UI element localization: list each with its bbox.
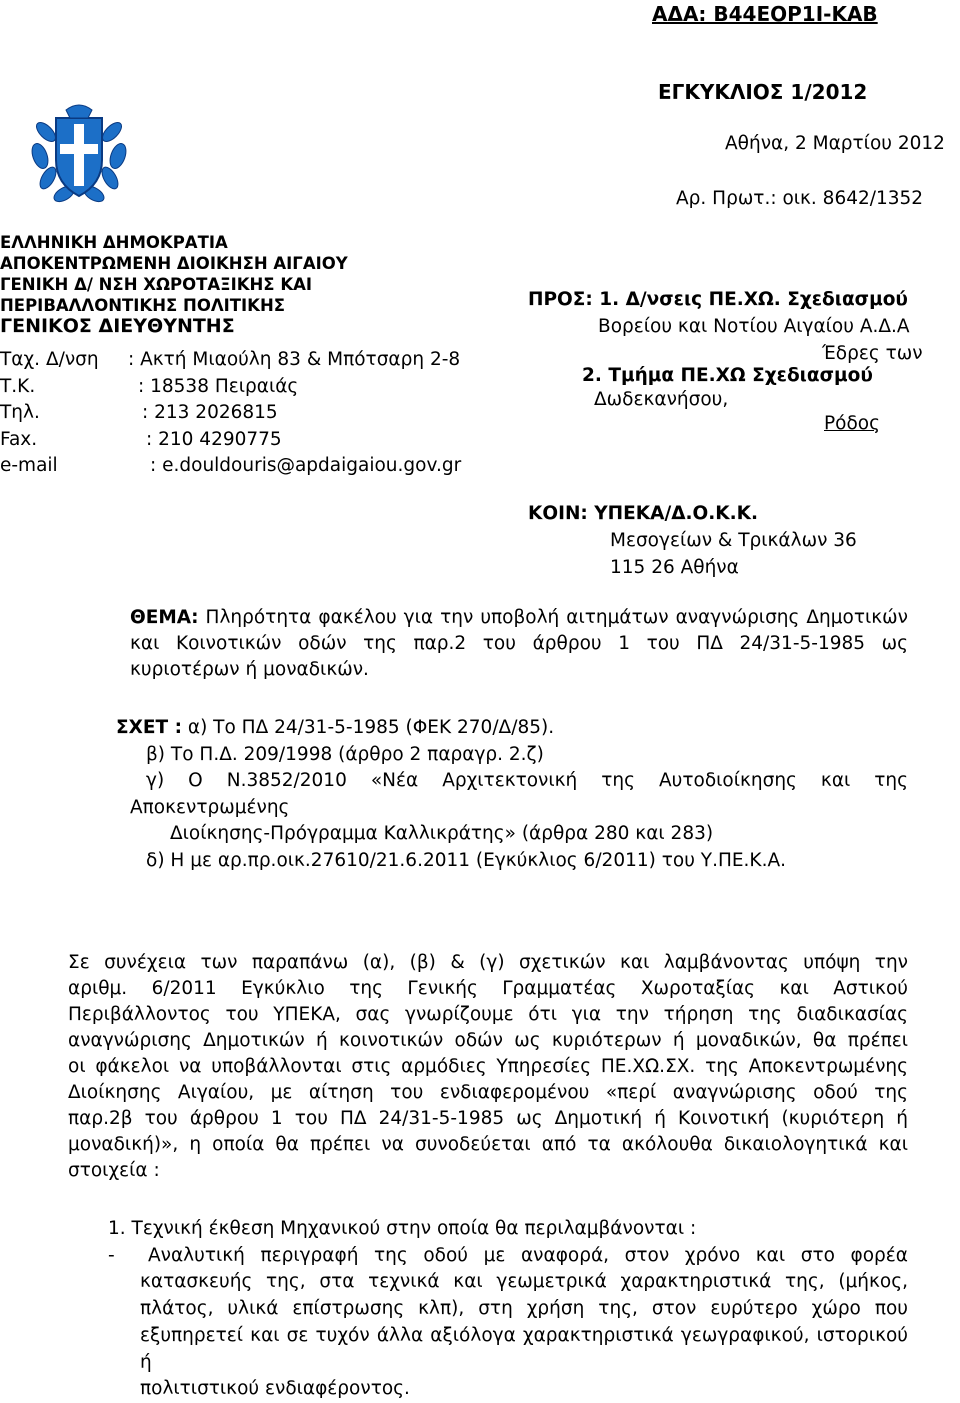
body-paragraph <box>68 950 908 1184</box>
subject <box>130 605 908 683</box>
body-line: Διοίκησης Αιγαίου, με αίτηση του ενδιαφερομένου «περί αναγνώρισης οδού της <box>68 1082 908 1103</box>
contact-label: Ταχ. Δ/νση <box>0 349 99 370</box>
subject-text: Πληρότητα φακέλου για την υποβολή αιτημάτων αναγνώρισης Δημοτικών <box>205 607 908 628</box>
contact-label: Τ.Κ. <box>0 375 36 397</box>
issuer-line: ΕΛΛΗΝΙΚΗ ΔΗΜΟΚΡΑΤΙΑ <box>0 233 228 252</box>
contact-value: : e.douldouris@apdaigaiou.gov.gr <box>150 455 462 476</box>
reference-a: α) Το ΠΔ 24/31-5-1985 (ΦΕΚ 270/Δ/85). <box>187 717 555 738</box>
subitem-line: εξυπηρετεί και σε τυχόν άλλα αξιόλογα χαρακτηριστικά γεωγραφικού, ιστορικού ή <box>140 1324 908 1373</box>
reference-c-cont: Αποκεντρωμένης <box>130 796 290 818</box>
subject-line: κυριοτέρων ή μοναδικών. <box>130 659 369 680</box>
recipient-line: Έδρες των <box>822 343 923 364</box>
body-line: μοναδική)», η οποία θα πρέπει να συνοδεύεται από τα ακόλουθα δικαιολογητικά και <box>68 1134 908 1155</box>
recipient-line: Δωδεκανήσου, <box>594 389 729 410</box>
body-line: αναγνώρισης Δημοτικών ή κοινοτικών οδών ως κυριότερων ή μοναδικών, θα πρέπει <box>68 1030 908 1051</box>
issuer-line: ΑΠΟΚΕΝΤΡΩΜΕΝΗ ΔΙΟΙΚΗΣΗ ΑΙΓΑΙΟΥ <box>0 254 348 273</box>
recipients-coin <box>528 500 857 581</box>
recipient-line: 2. Τμήμα ΠΕ.ΧΩ Σχεδιασμού <box>582 365 873 386</box>
subject-label: ΘΕΜΑ: <box>130 607 199 628</box>
list-item: 1. Τεχνική έκθεση Μηχανικού στην οποία θα περιλαμβάνονται : <box>108 1218 697 1239</box>
issuer-line: ΓΕΝΙΚΗ Δ/ ΝΣΗ ΧΩΡΟΤΑΞΙΚΗΣ ΚΑΙ <box>0 275 313 294</box>
body-line: Περιβάλλοντος του ΥΠΕΚΑ, σας γνωρίζουμε ότι για την τήρηση της διαδικασίας <box>68 1004 908 1025</box>
contact-value: : Ακτή Μιαούλη 83 & Μπότσαρη 2-8 <box>128 349 461 370</box>
contact-value: : 18538 Πειραιάς <box>138 375 299 397</box>
dash-bullet: - <box>108 1244 115 1266</box>
ada-code: ΑΔΑ: Β44ΕΟΡ1Ι-ΚΑΒ <box>652 2 878 26</box>
subitem-line: Αναλυτική περιγραφή της οδού με αναφορά, στον χρόνο και στο φορέα <box>148 1244 908 1266</box>
list-subitem <box>108 1243 908 1270</box>
subitem-line: πλάτος, υλικά επίστρωσης κλπ), στη χρήση της, στον ευρύτερο χώρο που <box>140 1298 908 1320</box>
coin-line: ΚΟΙΝ: ΥΠΕΚΑ/Δ.Ο.Κ.Κ. <box>528 503 759 524</box>
issuer-line: ΠΕΡΙΒΑΛΛΟΝΤΙΚΗΣ ΠΟΛΙΤΙΚΗΣ <box>0 296 286 315</box>
body-line: Σε συνέχεια των παραπάνω (α), (β) & (γ) σχετικών και λαμβάνοντας υπόψη την <box>68 952 908 973</box>
recipient-line: ΠΡΟΣ: 1. Δ/νσεις ΠΕ.ΧΩ. Σχεδιασμού <box>528 289 908 310</box>
body-line: παρ.2β του άρθρου 1 του ΠΔ 24/31-5-1985 ως Δημοτική ή Κοινοτική (κυριότερη ή <box>68 1108 908 1129</box>
reference-c-cont: Διοίκησης-Πρόγραμμα Καλλικράτης» (άρθρα 280 και 283) <box>170 823 714 844</box>
contact-label: e-mail <box>0 455 58 476</box>
reference-d: δ) Η με αρ.πρ.οικ.27610/21.6.2011 (Εγκύκλιος 6/2011) του Υ.ΠΕ.Κ.Α. <box>146 849 786 871</box>
body-line: οι φάκελοι να υποβάλλονται στις αρμόδιες Υπηρεσίες ΠΕ.ΧΩ.ΣΧ. της Αποκεντρωμένης <box>68 1056 908 1077</box>
body-line: αριθμ. 6/2011 Εγκύκλιο της Γενικής Γραμματέας Χωροταξίας και Αστικού <box>68 978 908 999</box>
reference-line <box>116 715 908 742</box>
contact-label: Fax. <box>0 428 38 450</box>
recipient-line: Βορείου και Νοτίου Αιγαίου Α.Δ.Α <box>598 316 910 337</box>
coin-line: 115 26 Αθήνα <box>610 557 739 578</box>
issuer-block <box>0 232 348 337</box>
coin-line: Μεσογείων & Τρικάλων 36 <box>610 530 857 551</box>
reference-c: γ) Ο Ν.3852/2010 «Νέα Αρχιτεκτονική της Αυτοδιοίκησης και της <box>146 770 908 791</box>
greek-coat-of-arms-icon <box>26 98 132 208</box>
reference-b: β) Το Π.Δ. 209/1998 (άρθρο 2 παραγρ. 2.ζ) <box>146 743 544 765</box>
subitem-line: κατασκευής της, στα τεχνικά και γεωμετρικά χαρακτηριστικά της, (μήκος, <box>140 1271 908 1293</box>
contact-value: : 210 4290775 <box>146 428 282 450</box>
protocol-number: Αρ. Πρωτ.: οικ. 8642/1352 <box>676 188 924 209</box>
circular-number: ΕΓΚΥΚΛΙΟΣ 1/2012 <box>658 80 868 104</box>
references <box>116 715 908 874</box>
contact-value: : 213 2026815 <box>142 402 278 423</box>
dateline: Αθήνα, 2 Μαρτίου 2012 <box>725 133 945 154</box>
requirements-list <box>108 1216 908 1403</box>
recipient-line: Ρόδος <box>824 413 880 434</box>
subitem-line: πολιτιστικού ενδιαφέροντος. <box>140 1378 410 1400</box>
body-line: στοιχεία : <box>68 1160 160 1181</box>
references-label: ΣΧΕΤ : <box>116 717 182 738</box>
contact-label: Τηλ. <box>0 402 40 423</box>
issuer-line: ΓΕΝΙΚΟΣ ΔΙΕΥΘΥΝΤΗΣ <box>0 315 235 337</box>
subject-line <box>130 605 908 631</box>
subject-line: και Κοινοτικών οδών της παρ.2 του άρθρου 1 του ΠΔ 24/31-5-1985 ως <box>130 633 908 654</box>
recipients-to <box>528 286 923 437</box>
